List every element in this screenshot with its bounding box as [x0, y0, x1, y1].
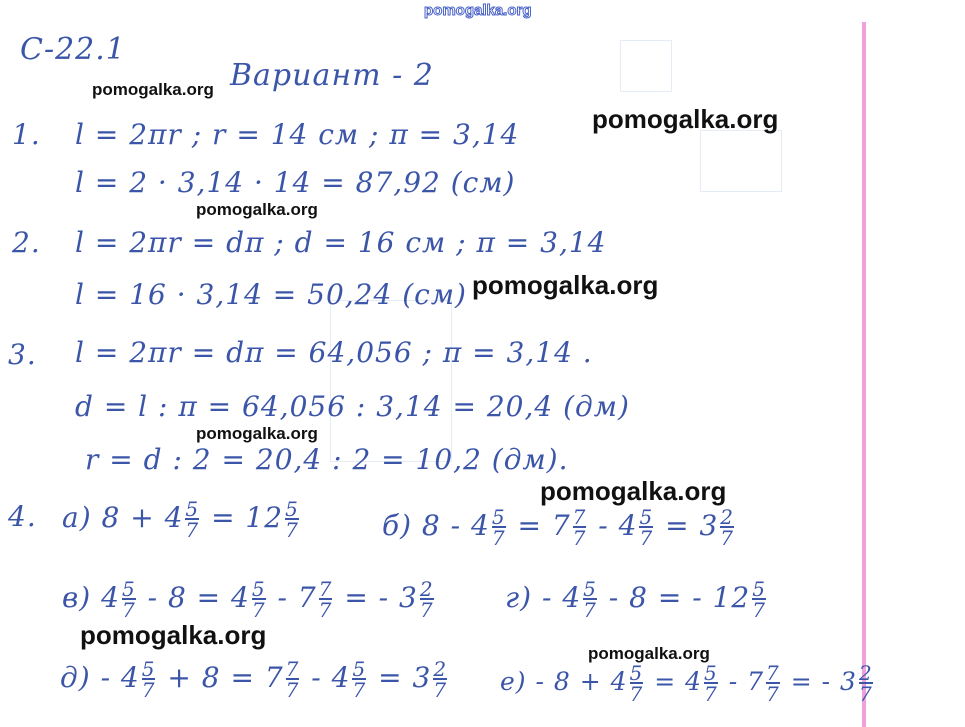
grid-line [700, 130, 782, 192]
variant-title: Вариант - 2 [230, 58, 434, 93]
fraction: $\frac{5}{7}$ [185, 497, 200, 542]
task4-e-pre: е) - 8 + 4 [500, 667, 628, 696]
task4-e-m1: = 4 [654, 667, 703, 696]
grid-line [620, 40, 672, 92]
task4-d-m2: - 4 [311, 661, 351, 694]
task2-number: 2. [12, 226, 41, 259]
fraction: $\frac{5}{7}$ [141, 657, 156, 702]
task4-d-m3: = 3 [378, 661, 432, 694]
task4-e [500, 661, 875, 706]
fraction: $\frac{7}{7}$ [318, 577, 333, 622]
task4-g-m1: - 8 = - 12 [608, 581, 751, 614]
task4-a-pre: а) 8 + 4 [62, 501, 184, 534]
fraction: $\frac{2}{7}$ [720, 505, 735, 550]
task2-line2: l = 16 · 3,14 = 50,24 (см) [75, 278, 467, 311]
task4-a-mid: = 12 [211, 501, 284, 534]
fraction: $\frac{5}{7}$ [704, 661, 718, 706]
fraction: $\frac{5}{7}$ [491, 505, 506, 550]
task4-v-m1: - 8 = 4 [147, 581, 250, 614]
fraction: $\frac{5}{7}$ [251, 577, 266, 622]
task4-d-m1: + 8 = 7 [167, 661, 284, 694]
fraction: $\frac{5}{7}$ [121, 577, 136, 622]
task4-b-m3: = 3 [665, 509, 719, 542]
task3-number: 3. [8, 338, 37, 371]
task4-v-m3: = - 3 [344, 581, 418, 614]
fraction: $\frac{2}{7}$ [858, 661, 873, 706]
task4-b [382, 505, 736, 550]
task4-e-m3: = - 3 [790, 667, 857, 696]
task4-number: 4. [8, 500, 37, 533]
fraction: $\frac{5}{7}$ [352, 657, 367, 702]
task4-e-m2: - 7 [728, 667, 765, 696]
section-number: С-22.1 [20, 32, 126, 67]
task4-v-m2: - 7 [277, 581, 317, 614]
fraction: $\frac{5}{7}$ [285, 497, 299, 542]
watermark: pomogalka.org [196, 424, 318, 443]
watermark: pomogalka.org [92, 80, 214, 99]
fraction: $\frac{7}{7}$ [285, 657, 300, 702]
fraction: $\frac{5}{7}$ [583, 577, 597, 622]
watermark: pomogalka.org [588, 644, 710, 663]
task3-line2: d = l : π = 64,056 : 3,14 = 20,4 (дм) [75, 390, 630, 423]
task4-b-pre: б) 8 - 4 [382, 509, 490, 542]
task1-line1: l = 2πr ; r = 14 см ; π = 3,14 [75, 118, 520, 151]
watermark: pomogalka.org [196, 200, 318, 219]
task4-v [62, 577, 436, 622]
fraction: $\frac{5}{7}$ [752, 577, 766, 622]
fraction: $\frac{7}{7}$ [572, 505, 587, 550]
fraction: $\frac{2}{7}$ [419, 577, 434, 622]
task1-line2: l = 2 · 3,14 · 14 = 87,92 (см) [75, 166, 516, 199]
task4-b-m1: = 7 [517, 509, 571, 542]
fraction: $\frac{2}{7}$ [433, 657, 448, 702]
task2-line1: l = 2πr = dπ ; d = 16 см ; π = 3,14 [75, 226, 607, 259]
watermark-top: pomogalka.org [424, 2, 532, 19]
fraction: $\frac{5}{7}$ [639, 505, 654, 550]
watermark: pomogalka.org [80, 620, 267, 650]
margin-line [862, 22, 866, 727]
task4-a [62, 497, 301, 542]
task4-b-m2: - 4 [598, 509, 638, 542]
task3-line3: r = d : 2 = 20,4 : 2 = 10,2 (дм). [85, 443, 569, 476]
watermark: pomogalka.org [472, 270, 659, 300]
task4-v-pre: в) 4 [62, 581, 120, 614]
watermark: pomogalka.org [540, 476, 727, 506]
task4-d [60, 657, 449, 702]
task4-d-pre: д) - 4 [60, 661, 140, 694]
task4-g-pre: г) - 4 [505, 581, 582, 614]
task1-number: 1. [12, 118, 41, 151]
watermark: pomogalka.org [592, 104, 779, 134]
task4-g [505, 577, 768, 622]
fraction: $\frac{7}{7}$ [766, 661, 780, 706]
task3-line1: l = 2πr = dπ = 64,056 ; π = 3,14 . [75, 336, 593, 369]
grid-line [330, 300, 452, 462]
fraction: $\frac{5}{7}$ [629, 661, 644, 706]
